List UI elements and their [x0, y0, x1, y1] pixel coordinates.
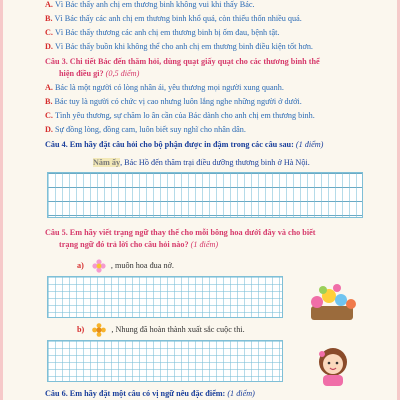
- q5-item-a: a) , muôn hoa đua nở.: [77, 259, 174, 273]
- q6-heading: Câu 6. Em hãy đặt một câu có vị ngữ nêu đặc điểm: (1 điểm): [45, 389, 255, 398]
- q2-option-d: D. Vì Bác thấy buồn khi không thể cho anh chị em thương binh điều kiện tốt hơn.: [45, 42, 313, 51]
- q4-answer-grid[interactable]: [47, 172, 363, 218]
- q5-item-b: b) , Nhung đã hoàn thành xuất sắc cuộc thi.: [77, 323, 245, 337]
- flower-icon: [92, 259, 106, 273]
- q4-bold-part: Năm ấy: [93, 158, 121, 167]
- flower-basket-icon: [303, 282, 361, 322]
- q5-heading: Câu 5. Em hãy viết trạng ngữ thay thế cho mỗi bông hoa dưới đây và cho biết: [45, 228, 316, 237]
- q3-option-d: D. Sự đồng lòng, đồng cam, luôn biết suy nghĩ cho nhân dân.: [45, 125, 246, 134]
- girl-illustration-icon: [309, 346, 357, 386]
- q3-heading: Câu 3. Chi tiết Bác đến thăm hỏi, dùng quạt giấy quạt cho các thương binh thể: [45, 57, 320, 66]
- q5-heading-cont: trạng ngữ đó trả lời cho câu hỏi nào? (1 điểm): [59, 240, 219, 249]
- q3-option-a: A. Bác là một người có lòng nhân ái, yêu thương mọi người xung quanh.: [45, 83, 284, 92]
- q2-option-a: A. Vì Bác thấy anh chị em thương binh không vui khi thấy Bác.: [45, 0, 255, 9]
- q4-heading: Câu 4. Em hãy đặt câu hỏi cho bộ phận được in đậm trong các câu sau: (1 điểm): [45, 140, 324, 149]
- q2-option-b: B. Vì Bác thấy các anh chị em thương binh khổ quá, còn thiếu thốn nhiều quá.: [45, 14, 302, 23]
- q4-sentence: Năm ấy, Bác Hồ đến thăm trại điều dưỡng thương binh ở Hà Nội.: [93, 158, 310, 167]
- sunflower-icon: [92, 323, 106, 337]
- q5a-answer-grid[interactable]: [47, 276, 283, 318]
- q3-heading-cont: hiện điều gì? (0,5 điểm): [59, 69, 140, 78]
- q2-option-c: C. Vì Bác thấy thương các anh chị em thương binh bị ốm đau, bệnh tật.: [45, 28, 280, 37]
- q5b-answer-grid[interactable]: [47, 340, 283, 382]
- q3-option-c: C. Tình yêu thương, sự chăm lo ân cần của Bác dành cho anh chị em thương binh.: [45, 111, 315, 120]
- q3-option-b: B. Bác tuy là người có chức vị cao nhưng luôn lắng nghe những người ở dưới.: [45, 97, 302, 106]
